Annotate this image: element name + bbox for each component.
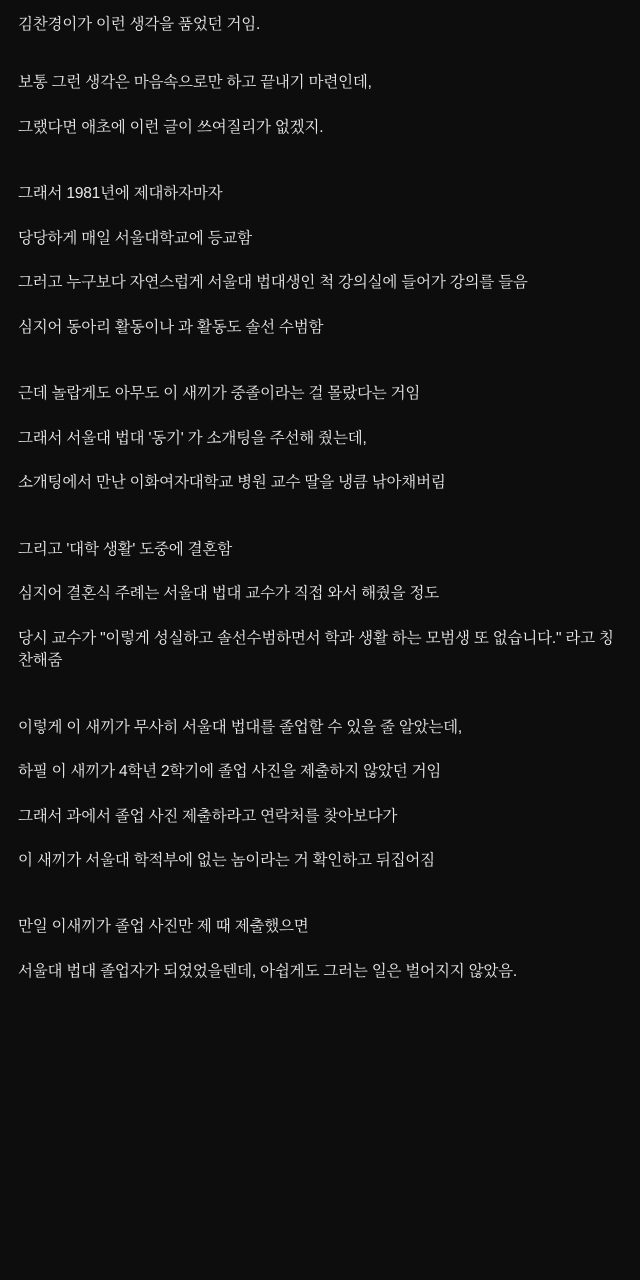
paragraph: 보통 그런 생각은 마음속으로만 하고 끝내기 마련인데,: [18, 74, 372, 92]
paragraph: 소개팅에서 만난 이화여자대학교 병원 교수 딸을 냉큼 낚아채버림: [18, 474, 446, 492]
paragraph: 당당하게 매일 서울대학교에 등교함: [18, 229, 252, 247]
paragraph: 근데 놀랍게도 아무도 이 새끼가 중졸이라는 걸 몰랐다는 거임: [18, 385, 421, 403]
paragraph: 그러고 누구보다 자연스럽게 서울대 법대생인 척 강의실에 들어가 강의를 들음: [18, 274, 528, 292]
paragraph: 그랬다면 애초에 이런 글이 쓰여질리가 없겠지.: [18, 118, 324, 136]
paragraph: 심지어 결혼식 주례는 서울대 법대 교수가 직접 와서 해줬을 정도: [18, 585, 440, 603]
paragraph: 김찬경이가 이런 생각을 품었던 거임.: [18, 16, 261, 33]
paragraph: 그래서 서울대 법대 '동기' 가 소개팅을 주선해 줬는데,: [18, 429, 367, 447]
paragraph: 이 새끼가 서울대 학적부에 없는 놈이라는 거 확인하고 뒤집어짐: [18, 851, 435, 869]
paragraph: 그래서 과에서 졸업 사진 제출하라고 연락처를 찾아보다가: [18, 807, 398, 825]
paragraph: 당시 교수가 "이렇게 성실하고 솔선수범하면서 학과 생활 하는 모범생 또 없습니다." 라고 칭찬해줌: [18, 629, 614, 670]
paragraph: 그리고 '대학 생활' 도중에 결혼함: [18, 540, 232, 558]
paragraph: 그래서 1981년에 제대하자마자: [18, 185, 223, 203]
paragraph: 심지어 동아리 활동이나 과 활동도 솔선 수범함: [18, 318, 324, 336]
document-body: [18, 8, 622, 983]
paragraph: 하필 이 새끼가 4학년 2학기에 졸업 사진을 제출하지 않았던 거임: [18, 763, 442, 781]
paragraph: 만일 이새끼가 졸업 사진만 제 때 제출했으면: [18, 918, 309, 936]
paragraph: 이렇게 이 새끼가 무사히 서울대 법대를 졸업할 수 있을 줄 알았는데,: [18, 718, 463, 736]
paragraph: 서울대 법대 졸업자가 되었었을텐데, 아쉽게도 그러는 일은 벌어지지 않았음.: [18, 962, 518, 980]
